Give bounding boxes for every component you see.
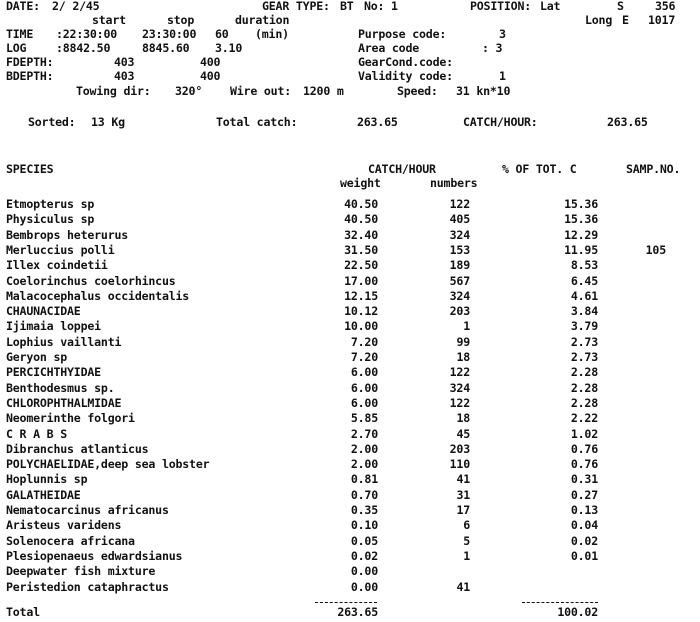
catch-weight: 17.00	[344, 274, 378, 288]
header-pct-total: % OF TOT. C	[502, 162, 577, 176]
pct-of-total: 11.95	[564, 243, 598, 257]
pct-of-total: 4.61	[570, 289, 598, 303]
catch-numbers: 122	[449, 365, 470, 379]
towing-value: 320°	[175, 84, 203, 98]
species-name: Physiculus sp	[6, 212, 95, 226]
catch-weight: 2.70	[350, 427, 378, 441]
catch-weight: 10.00	[344, 319, 378, 333]
catch-numbers: 110	[449, 457, 470, 471]
catch-numbers: 567	[449, 274, 470, 288]
species-name: Lophius vaillanti	[6, 335, 122, 349]
catch-numbers: 41	[456, 472, 470, 486]
bdepth-label: BDEPTH:	[6, 69, 54, 83]
catch-weight: 7.20	[350, 350, 378, 364]
log-label: LOG	[6, 41, 27, 55]
total-catch-label: Total catch:	[216, 115, 298, 129]
species-name: Deepwater fish mixture	[6, 564, 156, 578]
catch-weight: 0.00	[350, 580, 378, 594]
sorted-value: 13 Kg	[91, 115, 125, 129]
catch-weight: 0.70	[350, 488, 378, 502]
time-duration: 60	[215, 27, 229, 41]
lat-label: Lat	[540, 0, 561, 13]
lat-hemisphere: S	[617, 0, 624, 13]
header-species: SPECIES	[6, 162, 54, 176]
catch-weight: 7.20	[350, 335, 378, 349]
total-pct: 100.02	[557, 605, 598, 619]
no-value: 1	[391, 0, 398, 13]
species-name: CHAUNACIDAE	[6, 304, 81, 318]
species-name: Ijimaia loppei	[6, 319, 101, 333]
purpose-value: 3	[499, 27, 506, 41]
area-value: : 3	[482, 41, 503, 55]
catch-numbers: 18	[456, 350, 470, 364]
pct-of-total: 1.02	[570, 427, 598, 441]
catch-weight: 6.00	[350, 396, 378, 410]
time-stop: 23:30:00	[142, 27, 197, 41]
gear-type-label: GEAR TYPE:	[262, 0, 330, 13]
species-name: Merluccius polli	[6, 243, 115, 257]
catch-weight: 2.00	[350, 442, 378, 456]
species-name: Illex coindetii	[6, 258, 108, 272]
catch-weight: 5.85	[350, 411, 378, 425]
time-unit: (min)	[255, 27, 289, 41]
catch-numbers: 18	[456, 411, 470, 425]
catch-weight: 0.02	[350, 549, 378, 563]
catch-numbers: 405	[449, 212, 470, 226]
position-label: POSITION:	[470, 0, 532, 13]
validity-label: Validity code:	[358, 69, 453, 83]
catch-numbers: 31	[456, 488, 470, 502]
catch-weight: 0.81	[350, 472, 378, 486]
catch-numbers: 324	[449, 381, 470, 395]
pct-of-total: 2.73	[570, 335, 598, 349]
species-name: Aristeus varidens	[6, 518, 122, 532]
catch-numbers: 122	[449, 197, 470, 211]
catch-numbers: 203	[449, 442, 470, 456]
species-name: Malacocephalus occidentalis	[6, 289, 190, 303]
species-name: Benthodesmus sp.	[6, 381, 115, 395]
catch-weight: 6.00	[350, 381, 378, 395]
towing-label: Towing dir:	[76, 84, 151, 98]
species-name: Hoplunnis sp	[6, 472, 88, 486]
species-name: Bembrops heterurus	[6, 228, 129, 242]
wire-label: Wire out:	[230, 84, 292, 98]
no-label: No:	[364, 0, 385, 13]
catch-numbers: 153	[449, 243, 470, 257]
pct-of-total: 0.31	[570, 472, 598, 486]
pct-of-total: 0.76	[570, 442, 598, 456]
header-samp-no: SAMP.NO.	[626, 162, 681, 176]
header-weight: weight	[340, 176, 381, 190]
catch-numbers: 324	[449, 289, 470, 303]
catch-numbers: 5	[463, 534, 470, 548]
total-weight: 263.65	[337, 605, 378, 619]
catch-weight: 12.15	[344, 289, 378, 303]
catch-weight: 2.00	[350, 457, 378, 471]
catch-numbers: 45	[456, 427, 470, 441]
catch-numbers: 41	[456, 580, 470, 594]
species-name: Etmopterus sp	[6, 197, 95, 211]
pct-of-total: 2.28	[570, 381, 598, 395]
long-hemisphere: E	[622, 13, 629, 27]
log-stop: 8845.60	[142, 41, 190, 55]
catch-weight: 0.00	[350, 564, 378, 578]
species-name: Dibranchus atlanticus	[6, 442, 149, 456]
pct-of-total: 0.04	[570, 518, 598, 532]
pct-of-total: 8.53	[570, 258, 598, 272]
catch-numbers: 1	[463, 549, 470, 563]
long-value: 1017	[648, 13, 676, 27]
date-label: DATE:	[6, 0, 40, 13]
sorted-label: Sorted:	[28, 115, 76, 129]
species-name: Peristedion cataphractus	[6, 580, 169, 594]
total-catch-value: 263.65	[357, 115, 398, 129]
gearcond-label: GearCond.code:	[358, 55, 453, 69]
pct-of-total: 0.01	[570, 549, 598, 563]
fdepth-start: 403	[114, 55, 135, 69]
catch-weight: 40.50	[344, 197, 378, 211]
catch-numbers: 203	[449, 304, 470, 318]
area-label: Area code	[358, 41, 420, 55]
total-weight-rule	[315, 602, 377, 603]
species-name: CHLOROPHTHALMIDAE	[6, 396, 122, 410]
pct-of-total: 3.84	[570, 304, 598, 318]
species-name: POLYCHAELIDAE,deep sea lobster	[6, 457, 210, 471]
catch-numbers: 189	[449, 258, 470, 272]
pct-of-total: 2.28	[570, 396, 598, 410]
log-start: :8842.50	[56, 41, 111, 55]
species-name: PERCICHTHYIDAE	[6, 365, 101, 379]
catch-weight: 40.50	[344, 212, 378, 226]
speed-value: 31 kn*10	[456, 84, 511, 98]
log-duration: 3.10	[215, 41, 243, 55]
catch-numbers: 99	[456, 335, 470, 349]
catch-hour-value: 263.65	[607, 115, 648, 129]
fdepth-stop: 400	[200, 55, 221, 69]
validity-value: 1	[499, 69, 506, 83]
catch-weight: 22.50	[344, 258, 378, 272]
time-label: TIME	[6, 27, 34, 41]
wire-value: 1200 m	[303, 84, 344, 98]
date-value: 2/ 2/45	[52, 0, 100, 13]
pct-of-total: 0.76	[570, 457, 598, 471]
col-stop: stop	[167, 13, 195, 27]
sample-number: 105	[645, 243, 666, 257]
bdepth-stop: 400	[200, 69, 221, 83]
pct-of-total: 0.02	[570, 534, 598, 548]
bdepth-start: 403	[114, 69, 135, 83]
header-catch-hour: CATCH/HOUR	[368, 162, 436, 176]
catch-hour-label: CATCH/HOUR:	[463, 115, 538, 129]
pct-of-total: 0.27	[570, 488, 598, 502]
catch-weight: 0.05	[350, 534, 378, 548]
pct-of-total: 12.29	[564, 228, 598, 242]
catch-weight: 0.35	[350, 503, 378, 517]
lat-value: 356	[655, 0, 676, 13]
catch-numbers: 122	[449, 396, 470, 410]
pct-of-total: 6.45	[570, 274, 598, 288]
catch-weight: 31.50	[344, 243, 378, 257]
species-name: Geryon sp	[6, 350, 68, 364]
species-name: GALATHEIDAE	[6, 488, 81, 502]
species-name: Coelorinchus coelorhincus	[6, 274, 176, 288]
purpose-label: Purpose code:	[358, 27, 447, 41]
gear-type-value: BT	[340, 0, 354, 13]
catch-weight: 0.10	[350, 518, 378, 532]
pct-of-total: 15.36	[564, 212, 598, 226]
species-name: C R A B S	[6, 427, 68, 441]
catch-weight: 32.40	[344, 228, 378, 242]
speed-label: Speed:	[397, 84, 438, 98]
catch-numbers: 6	[463, 518, 470, 532]
catch-numbers: 17	[456, 503, 470, 517]
pct-of-total: 2.22	[570, 411, 598, 425]
catch-numbers: 1	[463, 319, 470, 333]
species-name: Solenocera africana	[6, 534, 135, 548]
total-label: Total	[6, 605, 40, 619]
long-label: Long	[585, 13, 613, 27]
col-duration: duration	[235, 13, 290, 27]
species-name: Neomerinthe folgori	[6, 411, 135, 425]
fdepth-label: FDEPTH:	[6, 55, 54, 69]
catch-numbers: 324	[449, 228, 470, 242]
pct-of-total: 3.79	[570, 319, 598, 333]
header-numbers: numbers	[430, 176, 478, 190]
time-start: :22:30:00	[56, 27, 118, 41]
species-name: Plesiopenaeus edwardsianus	[6, 549, 183, 563]
pct-of-total: 15.36	[564, 197, 598, 211]
pct-of-total: 0.13	[570, 503, 598, 517]
pct-of-total: 2.28	[570, 365, 598, 379]
total-pct-rule	[522, 602, 598, 603]
pct-of-total: 2.73	[570, 350, 598, 364]
catch-weight: 10.12	[344, 304, 378, 318]
col-start: start	[92, 13, 126, 27]
catch-weight: 6.00	[350, 365, 378, 379]
species-name: Nematocarcinus africanus	[6, 503, 169, 517]
